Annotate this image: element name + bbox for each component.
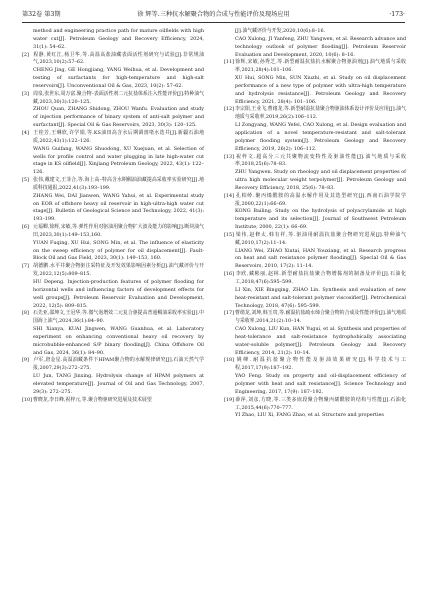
reference-text: SHI Xianya, KUAI Jingwen, WANG Guanhua, et al. Laboratory experiment on enhancing conventional heavy oil recovery by microbubble-enhanced S/P binary flooding[J]. China Offshore Oil and Gas, 2024, 36(1): 84–90. <box>33 326 204 356</box>
reference-text: 徐辉,宋敏,孙秀芝,等.新型耐温抗盐抗水解聚合物驱油剂[J].油气地质与采收率,2021,28(4):101–106. <box>235 59 406 74</box>
reference-continuation <box>224 122 406 153</box>
reference-text: 李宗阳,王业飞,曹绪龙,等.新型耐温抗盐聚合物驱油体系设计评价及应用[J].油气地质与采收率,2019,26(2):106–112. <box>235 106 406 121</box>
reference-continuation <box>224 75 406 106</box>
reference-number: [16] <box>224 271 235 278</box>
reference-entry <box>22 130 204 146</box>
reference-entry <box>22 177 204 193</box>
reference-text: LI Xin, XIE Bingqing, ZHAO Lin. Synthesis and evaluation of new heat-resistant and salt-tolerant polymer viscosifier[J]. Petrochemical Technology, 2018, 47(6): 595–599. <box>235 286 406 309</box>
reference-text: YI Zhao, LIU Xi, FANG Zhao, et al. Structure and properties <box>235 412 384 419</box>
reference-number: [5] <box>22 177 29 184</box>
reference-entry <box>224 154 406 170</box>
reference-text: LU Jun, TANG Jinxing. Hydrolysis change of HPAM polymers at elevated temperature[J]. Journal of Oil and Gas Technology, 2007, 29(3): 272–275. <box>33 373 204 395</box>
reference-text: 胡德鹏.水平井聚合物驱注采特征及开发效果影响因素分析[J].油气藏评价与开发,2022,12(5):809–815. <box>33 263 204 278</box>
reference-continuation <box>22 193 204 224</box>
reference-continuation <box>22 146 204 177</box>
reference-entry <box>224 271 406 287</box>
reference-text: 曹晓龙,李日峰,祝梓元,等.聚合物驱研究进展及技术展望 <box>33 396 152 403</box>
reference-text: CHENG Jing, GE Hongjiang, YANG Weihua, et al. Development and testing of surfactants for high-temperature and high-salt reservoirs[J]. Unconventional Oil & Gas, 2023, 10(2): 57–62. <box>33 67 204 89</box>
reference-entry <box>224 397 406 413</box>
reference-number: [17] <box>224 310 235 317</box>
reference-text: 程静,黄红江,杨卫华,等.高温高盐油藏表面活性剂研究与试验[J].非常规油气,2023,10(2):57–62. <box>33 51 204 66</box>
reference-text: 李欣,藏彬丽,赵林.新型耐盐抗盐聚合物增黏剂的制备及评价[J].石油化工,2018,47(6):595–599. <box>235 271 406 285</box>
reference-continuation <box>22 373 204 397</box>
reference-continuation <box>22 240 204 264</box>
reference-number: [18] <box>224 357 235 364</box>
reference-number: [3] <box>22 90 29 97</box>
reference-entry <box>224 59 406 75</box>
reference-column-left <box>22 28 204 405</box>
reference-continuation <box>224 412 406 420</box>
reference-number: [8] <box>22 310 29 317</box>
reference-number: [10] <box>22 396 33 403</box>
reference-entry <box>22 91 204 107</box>
reference-text: YUAN Fuqing, XU Hui, SONG Min, et al. The influence of elasticity on the sweep efficiency of polymer for oil displacement[J]. Fault-Block Oil and Gas Field, 2023, 30(1): 149–153, 160. <box>33 239 204 262</box>
reference-number: [6] <box>22 224 29 231</box>
reference-text: ZHANG Wei, DAI Jianwen, WANG Yahui, et al. Experimental study on EOR of offshore heavy oil reservoir in high-ultra-high water cut stage[J]. Bulletin of Geological Science and Technology, 2022, 41(3): 193–199. <box>33 192 204 223</box>
reference-text: 梁伟,赵修太,韩有祥,等.驱油用耐温抗盐聚合物研究进展[J].特种油气藏,2010,17(2):11–14. <box>235 231 406 246</box>
reference-continuation <box>22 28 204 52</box>
reference-continuation <box>224 373 406 397</box>
reference-text: LIANG Wei, ZHAO Xiutai, HAN Youxiang, et al. Research progress on heat and salt resistance polymer flooding[J]. Special Oil & Gas Reservoirs, 2010, 17(2): 11–14. <box>235 247 406 270</box>
reference-number: [2] <box>22 51 29 58</box>
reference-continuation <box>22 326 204 357</box>
reference-text: YAO Feng. Study on property and oil-displacement efficiency of polymer with heat and salt resistance[J]. Science Technology and Engineering, 2017, 17(9): 187–192. <box>235 373 406 395</box>
reference-entry <box>22 310 204 326</box>
reference-number: [11] <box>224 59 235 66</box>
reference-text: 祝梓文.超高分三元共聚物流变特性及驱油性能[J].油气地质与采收率,2018,25(6):78–83. <box>235 153 406 168</box>
reference-entry <box>22 52 204 68</box>
reference-text: 石先亚,邵坤文,王冠华,等.微气泡增效二元复合驱提高普通稠油采收率实验[J].中国海上油气,2024,36(1):84–90. <box>33 310 204 325</box>
reference-entry <box>224 357 406 373</box>
reference-continuation <box>22 106 204 130</box>
reference-text: HU Depeng. Injection-production features of polymer flooding for horizontal wells and influencing factors of development effects for well groups[J]. Petroleum Reservoir Evaluation and Development, 2022, 12(5): 809–815. <box>33 279 204 309</box>
reference-continuation <box>224 248 406 272</box>
reference-number: [14] <box>224 192 235 199</box>
reference-entry <box>224 310 406 326</box>
running-title: 徐 辉等.三种抗水解聚合物的合成与性能评价及现场应用 <box>137 11 290 18</box>
reference-number: [19] <box>224 396 235 403</box>
reference-text: CAO Xulong, LIU Kun, HAN Yugui, et al. Synthesis and properties of heat-tolerance and salt-resistance hydrophobically associating water-soluble polymer[J]. Petroleum Geology and Recovery Efficiency, 2014, 21(2): 10–14. <box>235 326 406 356</box>
reference-text: ZHU Yangwen. Study on rheology and oil displacement properties of ultra high molecular weight terpolymer[J]. Petroleum Geology and Recovery Efficiency, 2018, 25(6): 78–83. <box>235 169 406 191</box>
reference-text: 元福卿,徐辉,宋敏,等.弹性作用对驱油用聚合物扩大波及能力的影响[J].断块油气田,2023,30(1):149–153,160. <box>33 224 204 238</box>
reference-text: CAO Xulong, JI Yanfeng, ZHU Yangwen, et al. Research advance and technology outlook of polymer flooding[J]. Petroleum Reservoir Evaluation and Development, 2020, 10(6): 8–16. <box>235 35 406 58</box>
reference-continuation <box>224 169 406 193</box>
reference-number: [7] <box>22 263 29 270</box>
reference-number: [13] <box>224 153 235 160</box>
reference-text: XU Hui, SONG Min, SUN Xiuzhi, et al. Study on oil displacement performance of a new type of polymer with ultra-high temperature and hydrolysis resistance[J]. Petroleum Geology and Recovery Efficiency, 2021, 28(4): 101–106. <box>235 75 406 105</box>
reference-continuation <box>224 287 406 311</box>
reference-continuation <box>22 279 204 310</box>
reference-entry <box>22 397 204 405</box>
reference-number: [9] <box>22 357 29 364</box>
reference-text: 薛萍,刘彦,方晓,等.三类多嵌段聚合物聚丙烯酰胺的结构与性能[J].石油化工,2015,44(6):770–777. <box>235 396 406 411</box>
reference-text: LI Zongyang, WANG Yefei, CAO Xulong, et al. Design evaluation and application of a novel temperature-resistant and salt-tolerant polymer flooding system[J]. Petroleum Geology and Recovery Efficiency, 2019, 26(2): 106–112. <box>235 122 406 152</box>
reference-text: 卢军,唐金星.高温油藏条件下HPAM聚合物的水解规律研究[J].石油天然气学报,2007,29(3):272–275. <box>33 357 204 372</box>
page-number: ·173· <box>389 11 405 18</box>
reference-entry <box>22 357 204 373</box>
reference-number: [15] <box>224 231 235 238</box>
reference-text: 王桂芳,王琳欣,许学娟,等.KS油田高含水后期调剖堵水选井[J].新疆石油地质,2022,43(1):122–126. <box>33 129 204 144</box>
reference-text: 孔柏岭.聚丙烯酰胺的高温水解作用及其选型研究[J].西南石油学院学报,2000,22(1):66–69. <box>235 192 406 207</box>
reference-text: method and engineering practice path for mature oilfields with high water cut[J]. Petroleum Geology and Recovery Efficiency, 2024, 31(1): 54–62. <box>33 28 204 50</box>
page-header <box>22 8 405 23</box>
volume-issue: 第32卷 第3期 <box>22 11 61 18</box>
reference-text: ZHOU Quan, ZHANG Shidong, ZHOU Wanfu. Evaluation and study of injection performance of binary system of anti-salt polymer and surfactant[J]. Special Oil & Gas Reservoirs, 2023, 30(3): 120–125. <box>33 106 204 129</box>
reference-entry <box>22 224 204 240</box>
reference-text: WANG Guifang, WANG Shuodong, XU Xuejuan, et al. Selection of wells for profile control and water plugging in late high-water cut stage in KS oilfield[J]. Xinjiang Petroleum Geology, 2022, 43(1): 122–126. <box>33 145 204 176</box>
reference-continuation <box>224 326 406 357</box>
reference-number: [4] <box>22 129 29 136</box>
reference-entry <box>224 106 406 122</box>
reference-text: 周泉,张世东,周万富.聚合物–表面活性剂二元抗盐体系注入性能评价[J].特种油气藏,2023,30(3):120–125. <box>33 90 204 105</box>
reference-column-right <box>224 28 406 420</box>
reference-text: KONG Bailing. Study on the hydrolysis of polyacrylamide at high temperature and its selection[J]. Journal of Southwest Petroleum Institute, 2000, 22(1): 66–69. <box>235 208 406 231</box>
reference-entry <box>224 232 406 248</box>
reference-entry <box>224 193 406 209</box>
reference-continuation <box>22 67 204 91</box>
reference-text: 曹绪龙,刘坤,韩玉贵,等.耐温抗盐疏水缔合聚合物的合成及性能评价[J].油气地质与采收率,2014,21(2):10–14. <box>235 310 406 325</box>
reference-text: 姚峰.耐温抗盐聚合物性能及驱油效果研究[J].科学技术与工程,2017,17(9):187–192. <box>235 357 406 372</box>
reference-text: [J].油气藏评价与开发,2020,10(6):8–16. <box>235 28 326 34</box>
reference-continuation <box>224 28 406 36</box>
reference-continuation <box>224 36 406 60</box>
reference-text: 张伟,戴建文,王菲合,等.海上高–特高含水期稠油油藏提高采收率实验研究[J].地质科技通报,2022,41(3):193–199. <box>33 177 204 191</box>
reference-continuation <box>224 208 406 232</box>
reference-entry <box>22 263 204 279</box>
reference-number: [12] <box>224 106 235 113</box>
